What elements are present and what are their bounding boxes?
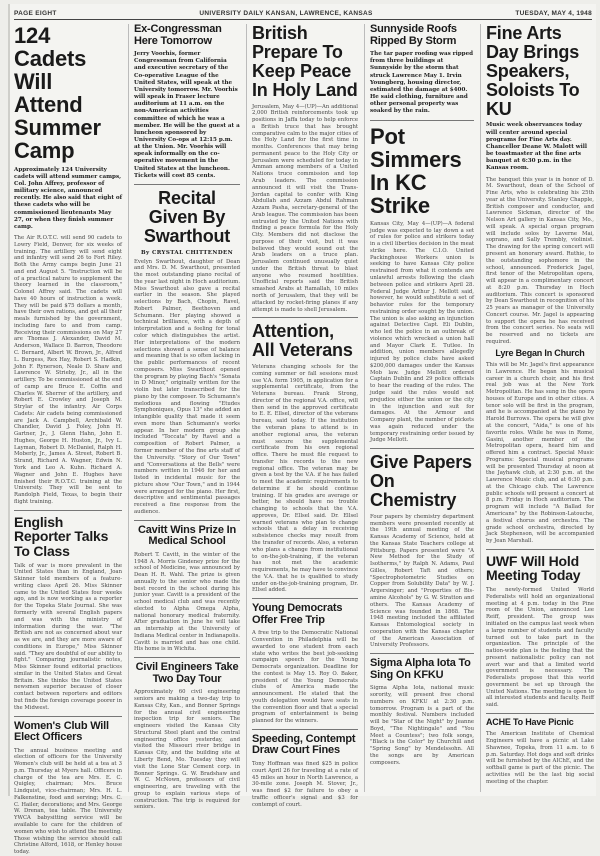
headline-english-reporter: English Reporter Talks To Class bbox=[14, 513, 109, 559]
divider bbox=[14, 716, 122, 717]
divider bbox=[252, 317, 358, 318]
headline-cavitt: Cavitt Wins Prize In Medical School bbox=[138, 523, 236, 548]
page-number: PAGE EIGHT bbox=[14, 10, 57, 17]
headline-civil-engineers: Civil Engineers Take Two Day Tour bbox=[135, 661, 239, 685]
divider bbox=[252, 729, 358, 730]
article-civil-engineers: Approximately 60 civil engineering seniors are making a two-day trip to Kansas City, Kan., and Bonner Springs for the annual civil engineering inspection trip for seniors. The engineers visited the Kansas City Structural Steel plant and the central engineering office yesterday, and visited the Missouri river bridge in Kansas City, and the building site at Liberty Bend, Mo. Tuesday they will visit the Lone Star Cement corp. in Bonner Springs. G. W. Bradshaw and W. C. McNown, professors of civil engineering, are traveling with the group to explain various steps of construction. The trip is required for seniors. bbox=[134, 689, 240, 811]
article-ex-congressman: Jerry Voorhis, former Congressman from California and executive secretary of the Co-operative League of the United States, will speak at the University tomorrow. Mr. Voorhis will speak in Fraser lecture auditorium at 11 a.m. on the non-American activities committee of which he was a member. He will be the guest at a luncheon sponsored by University Co-ops at 12:15 p.m. at the Union. Mr. Voorhis will speak informally on the co-operative movement in the United States at the luncheon. Tickets will cost 85 cents. bbox=[134, 51, 240, 179]
article-recital: Evelyn Swarthout, daughter of Dean and Mrs. D. M. Swarthout, presented the most outstanding piano recital of the year last night in Hoch auditorium. Miss Swarthout also gave a recital earlier in the season. She played selections by Bach, Chopin, Ravel, Robert Palmer, Beethoven and Schumann. Her playing showed a technical brilliance, with a depth of interpretation and a feeling for tonal color which distinguishes the artist. Her interpretations of the modern selections showed a sense of balance and meaning that is so often lacking in the public performances of recent composers. Miss Swarthout opened the program by playing Bach's "Sonata in D Minor," originally written for the violin but later transcribed for the piano by the composer. To Schumann's melodious and flowing "Etudes Symphoniques, Opus 13" she added an intangible quality that made it seem even more than Schumann's works appear. In her modern group she included "Toccata" by Ravel and a composition of Robert Palmer, a former member of the fine arts staff of the University. "Story of Our Town" and "Conversations at the Bells" were numbers written in 1946 for her and listed in incidental music for the picture show "Our Town," and in 1944 were arranged for the piano. Her first, descriptive and sentimental passages received a fine response from the audience. bbox=[134, 258, 240, 515]
article-british: Jerusalem, May 4—(UP)—An additional 2,000 British reinforcements took up positions in Jaffa today to help enforce a British truce that has brought comparative calm to the major cities of the Holy Land for the first time in months. Conferences that may bring permanent peace to the Holy City or Jerusalem were scheduled for today in Amman among members of a United Nations truce commission and top Arab leaders. The commission announced it will visit the Trans-Jordan capital to confer with King Abdullah and Azzam Abdul Rahman Azzam Pasha, secretary-general of the Arab league. The commission has been entrusted by the United Nations with finding a peace formula for the Holy City. Members did not disclose the purpose of their visit, but it was believed they would sound out the Arab leaders on a truce plan. Jerusalem continued unusually quiet under the British threat to blast anyone who resumed hostilities. Unofficial reports said the British smashed Arabs at Ramallah, 10 miles north of Jerusalem, that they will be attacked by rocket-firing planes if any attempt is made to shell Jerusalem. bbox=[252, 103, 358, 313]
divider bbox=[14, 510, 122, 511]
divider bbox=[486, 549, 594, 550]
headline-womens-club: Women's Club Will Elect Officers bbox=[14, 719, 109, 744]
column-2 bbox=[128, 23, 240, 811]
divider bbox=[134, 520, 240, 521]
column-4 bbox=[364, 24, 474, 792]
newspaper-page bbox=[8, 4, 596, 856]
article-ache-picnic: The American Institute of Chemical Engineers will have a picnic at Lake Shawnee, Topeka, from 11 a.m. to 6 p.m. Saturday. Hot dogs and soft drinks will be furnished by the AIChE, and the softball game is part of the picnic. The activities will be the last big social meeting of the chapter. bbox=[486, 731, 594, 785]
divider bbox=[252, 598, 358, 599]
headline-sigma-alpha-iota: Sigma Alpha Iota To Sing On KFKU bbox=[370, 657, 471, 681]
headline-recital: Recital Given By Swarthout bbox=[143, 187, 231, 246]
divider bbox=[370, 448, 474, 449]
headline-cadets: 124 Cadets Will Attend Summer Camp bbox=[14, 23, 101, 164]
column-1 bbox=[14, 23, 123, 856]
article-veterans: Veterans changing schools for the coming summer or fall sessions must use V.A. form 1905, in application for a supplemental certificate, from the Veterans bureau. Frank Strong, director of the regional V.A. office, will then send in the approved certificate to E. E. Ellsel, director of the veterans bureau, said today. If the institution the veteran plans to attend is in another regional area, the veteran must secure the supplemental certificate from his own regional office. There he must file request to transfer his records to the new regional office. The veteran may be given a test by the V.A. if he has failed to meet the academic requirements to determine if he should continue training. If his grades are average or better, he should have no trouble changing to schools that the V.A. approves, Dr. Ellsel said. Dr. Ellsel warned veterans who plan to change schools that a delay in receiving subsistence checks may result from the transfer of records. Also, a veteran who plans a change from institutional to on-the-job-training, if the veteran has not met the academic requirements, he may have to convince the V.A. that he is qualified to study under on-the-job-training program, Dr. Ellsel added. bbox=[252, 364, 358, 594]
column-3 bbox=[246, 23, 358, 808]
headline-chemistry-papers: Give Papers On Chemistry bbox=[370, 452, 472, 510]
headline-pot-simmers: Pot Simmers In KC Strike bbox=[370, 123, 462, 218]
issue-date: TUESDAY, MAY 4, 1948 bbox=[515, 10, 592, 17]
article-young-democrats: A free trip to the Democratic National Convention in Philadelphia will be awarded to one student from each state who writes the best job-seeking campaign speech for the Young Democrats organization. Deadline for the contest is May 15. Roy O. Baker, president of the Young Democrats clubs of America made the announcement. He stated that the youth delegation would have seats in the convention floor and that a special program of entertainment is being planned for the winners. bbox=[252, 630, 358, 725]
byline-recital: By CRYSTAL CHITTENDEN bbox=[140, 249, 234, 256]
headline-sunnyside: Sunnyside Roofs Ripped By Storm bbox=[370, 23, 457, 47]
article-womens-club: The annual business meeting and election of officers for the University Women's club will be held at a tea at 3 p.m. Thursday at Myers hall. Officers in charge of the tea are Mrs. E. C. Quigley, chairman; Mrs. Bruce Lindquist, vice-chairman; Mrs. H. L. Falkenstine, food and serving; Mrs. C. C. Hailer, decorations; and Mrs. George W. Drenan, tea table. The University YWCA babysitting service will be available to care for the children of women who wish to attend the meeting. Those wishing the service should call Christine Alford, 1618, or Henley house today. bbox=[14, 747, 122, 856]
article-cadets-body: The Air R.O.T.C. will send 90 cadets to Lowry Field, Denver, for six weeks of training. The artillery will send eight and infantry will send 26 to Fort Riley. Both the Army camps begin June 21 and end August 5. "Instruction will be of a practical nature to supplement the theory learned in the classroom," Colonel Affrey said. The cadets will have 40 hours of instruction a week. They will be paid $75 dollars a month, have their own rations, and get all their meals furnished by the government, including fare to and from camp. Receiving their commissions on May 27 are Thomas J. Alexander, David M. Anderson, Wallace D. Barron, Theodore C. Bernard, Albert W. Brown, Jr., Alfred L. Burgess, Rex Hay, Robert S. Hadkin, John F. Rynerson, Neale D. Shaw and Lawrence W. Strieby, Jr., all in the artillery. To be commissioned at the end of camp are Bruce E. Coffin and Charles W. Sherrer of the artillery, and Robert E. Crowley and Joseph M. Strylar of the infantry. Air Corps Cadets: Air cadets being commissioned are Jack A. Campbell, Archibald W. Chandler, David J. Foley, John H. Gartner, Jr., J. Glenn Hahn, John E. Hughes, George H. Huston, Jr., Ivy L. Layman, Robert D. McDaniel, Ralph H. Moberly, Jr., James A. Street, Robert B. Strand, Richard A. Wagner, Edwin N. York and Leo A. Kuhn. Richard A. Wagner and John E. Hughes have finished their R.O.T.C. training at the University. They will be sent to Randolph Field, Texas, to begin their flight training. bbox=[14, 234, 122, 505]
masthead bbox=[14, 6, 592, 20]
article-uwf: The newly-formed United World Federalists will hold an organizational meeting at 4 p.m. today in the Pine room of the Union, announced Lee Reiff, president. The group was initiated on the campus last week when a large number of students and faculty turned out to take part in the organization. The principle of the nation-wide plan is the feeling that the present nationalistic policy can not avert war and that a limited world government is necessary. The Federalists propose that this world government be set up through the United Nations. The meeting is open to all interested students and faculty. Reiff said. bbox=[486, 587, 594, 709]
headline-ache-picnic: ACHE To Have Picnic bbox=[486, 716, 574, 727]
divider bbox=[370, 120, 474, 121]
headline-fine-arts-day: Fine Arts Day Brings Speakers, Soloists To KU bbox=[486, 23, 580, 119]
headline-uwf: UWF Will Hold Meeting Today bbox=[486, 552, 581, 584]
headline-young-democrats: Young Democrats Offer Free Trip bbox=[252, 602, 343, 626]
headline-ex-congressman: Ex-Congressman Here Tomorrow bbox=[134, 23, 222, 47]
divider bbox=[134, 184, 240, 185]
newspaper-name: UNIVERSITY DAILY KANSAN, LAWRENCE, KANSAS bbox=[199, 10, 373, 17]
article-fine-arts-lead: Music week observances today will center around special programs for Fine Arts day. Chancellor Deane W. Malott will be toastmaster at the fine arts banquet at 6:30 p.m. in the Kansas room. bbox=[486, 122, 587, 172]
article-fine-arts-body: The banquet this year is in honor of D. M. Swarthout, dean of the School of Fine Arts, who is celebrating his 25th year at the University. Stanley Chapple, British composer and conductor, and Lawrence Sickman, director of the Nelson Art gallery in Kansas City, Mo., will speak. A special organ program will include solos by Laverne Mai, soprano, and Sally Trembly, violinist. The drawing for the spring concert will present an honorary award. Ruthie, to the outstanding sophomore in the school, announced. Frederick Jagel, first tenor of the Metropolitan opera, will appear in a complimentary concert at 8:20 p.m. Thursday in Hoch auditorium. This concert is sponsored by Dean Swarthout in recognition of his 25 years as manager of the University Concert course. Mr. Jagel is appearing to support the opera he has received from the concert series. No seats will be reserved and no tickets are required. bbox=[486, 176, 594, 345]
divider bbox=[134, 657, 240, 658]
article-cavitt: Robert T. Cavitt, in the winter of the 1948 A. Morris Gindeney prize for the school of Medicine, was announced by Dean H. R. Wahl. The prize is given annually to the senior who made the best record in the school during his junior year. Cavitt is a president of the school medical club and was recently elected to Alpha Omega Alpha, national honorary medical fraternity. After graduation in June he will take an internship at the University of Indiana Medical center in Indianapolis. Cavitt is married and has one child. His home is in Wichita. bbox=[134, 551, 240, 653]
headline-british: British Prepare To Keep Peace In Holy Land bbox=[252, 23, 358, 100]
headline-veterans: Attention, All Veterans bbox=[252, 321, 353, 361]
subhead-lyre-church: Lyre Began In Church bbox=[495, 347, 585, 358]
article-speeding: Tony Hoffman was fined $25 in police court April 26 for traveling at a rate of 45 miles an hour in North Lawrence, a 30-mile zone. Joseph M. Stover, Jr., was fined $2 for failure to obey a traffic officer's signal and $3 for contempt of court. bbox=[252, 761, 358, 808]
article-lyre-church: This will be Mr. Jagel's first appearance in Lawrence. He began his musical career in a church choir, and his first real job was at the New York Metropolitan. He has sung in the opera houses of Europe and in other cities. A tenor solo will be first in the program, and he is accompanied at the piano by Harold Burrows. The opera he will give at the concert, "Aida," is one of his favorite roles. While he was in Rome, Gasini, another member of the Metropolitan opera, heard him and offered him a contract. Special Music Programs: Special musical programs will be presented Thursday at noon at the Jayhawk club, at 2:30 p.m. at the Lawrence Music club, and at 6:30 p.m. at the Chicago club. The Lawrence public schools will present a concert at 8 p.m. Friday in Hoch auditorium. The program will include "A Ballad for Americans" by the Robinson-Latouche, a festival chorus and orchestra. The grade school orchestra, directed by Jack Stephenson, will be accompanied by Jean Marshall. bbox=[486, 362, 594, 545]
article-pot-simmers: Kansas City, May 4—(UP)—A federal judge was expected to lay down a set of rules for police and strikers today in a civil liberties decision in the meat strike here. The C.I.O. United Packinghouse Workers union is seeking to have Kansas City police restrained from what it contends are unlawful arrests following the clash between police and strikers April 28. Federal Judge Arthur J. Mellott said, however, he would substitute a set of behavior rules for the temporary restraining order sought by the union. The union is also asking an injunction against Detective Capt. Eli Dublin, who led the police in an outbreak of violence which wrecked a union hall and Mayor Clark E. Tutlee. In addition, union members allegedly injured by police clubs have asked $200,000 damages under the Kansas Mob law. Judge Mellott ordered Captain Dublin and 29 police officials to hear the reading of the rules. The judge said the rules would not prejudice either the union or the city in the injunction and suit for damages. At the Armour and Company plant, the number of pickets was again reduced under the temporary restraining order issued by Judge Mellott. bbox=[370, 220, 474, 444]
column-5 bbox=[480, 24, 594, 792]
article-sunnyside: The tar paper roofing was ripped from three buildings at Sunnyside by the storm that struck Lawrence May 1. Irvin Youngberg, housing director, estimated the damage at $400. He said clothing, furniture and other personal property was soaked by the rain. bbox=[370, 51, 474, 115]
article-cadets-lead: Approximately 124 University cadets will attend summer camps, Col. John Affrey, professor of military science, announced recently. He also said that eight of these cadets who will be commissioned lieutenants May 27, or when they finish summer camp. bbox=[14, 166, 123, 230]
divider bbox=[486, 713, 594, 714]
article-sigma-alpha-iota: Sigma Alpha Iota, national music sorority, will present free choral numbers on KFKU at 2:30 p.m. tomorrow. Program is a part of the monthly festival. Numbers included will be "Star of the Night" by Jeanne Boyd, "The Nightingale" and "You Meet a Countess"; two folk songs, "Black is the Color" by Churchill and "Spring Song" by Mendelssohn. All the songs are by American composers. bbox=[370, 685, 474, 766]
divider bbox=[370, 653, 474, 654]
article-english-reporter: Talk of war is more prevalent in the United States than in England, Joan Skinner told members of a feature-writing class April 26. Miss Skinner came to the United States four weeks ago, and is now working as a reporter for the Topeka State Journal. She was formerly with several English papers and was with the ministry of information during the war. "The British are not as concerned about war as we are, and they are more aware of conditions in Europe," Miss Skinner said. "They are doubtful of our ability to fight." Comparing journalistic notes, Miss Skinner found editorial practices similar in the United States and Great Britain. She thinks the United States newsmen superior because of closer contact between reporters and editors but finds the foreign coverage poorer in the Midwest. bbox=[14, 562, 122, 711]
article-chemistry-papers: Four papers by chemistry department members were presented recently at the 19th annual meeting of the Kansas Academy of Science, held at the Kansas State Teachers college at Pittsburg. Papers presented were "A New Method for the Study of Isotherms," by Ralph N. Adams, Paul Gilles, Robert Taft and others; "Spectrophotometric Studies on Copper from Solubility Data" by W. J. Argersinger; and "Properties of Bis-amine Alcohols" by G. W. Stratton and others. The Kansas Academy of Science was founded in 1868. The 1948 meeting included the affiliated Kansas Entomological society in cooperation with the Kansas chapter of the American Association of University Professors. bbox=[370, 513, 474, 649]
headline-speeding: Speeding, Contempt Draw Court Fines bbox=[252, 732, 356, 757]
